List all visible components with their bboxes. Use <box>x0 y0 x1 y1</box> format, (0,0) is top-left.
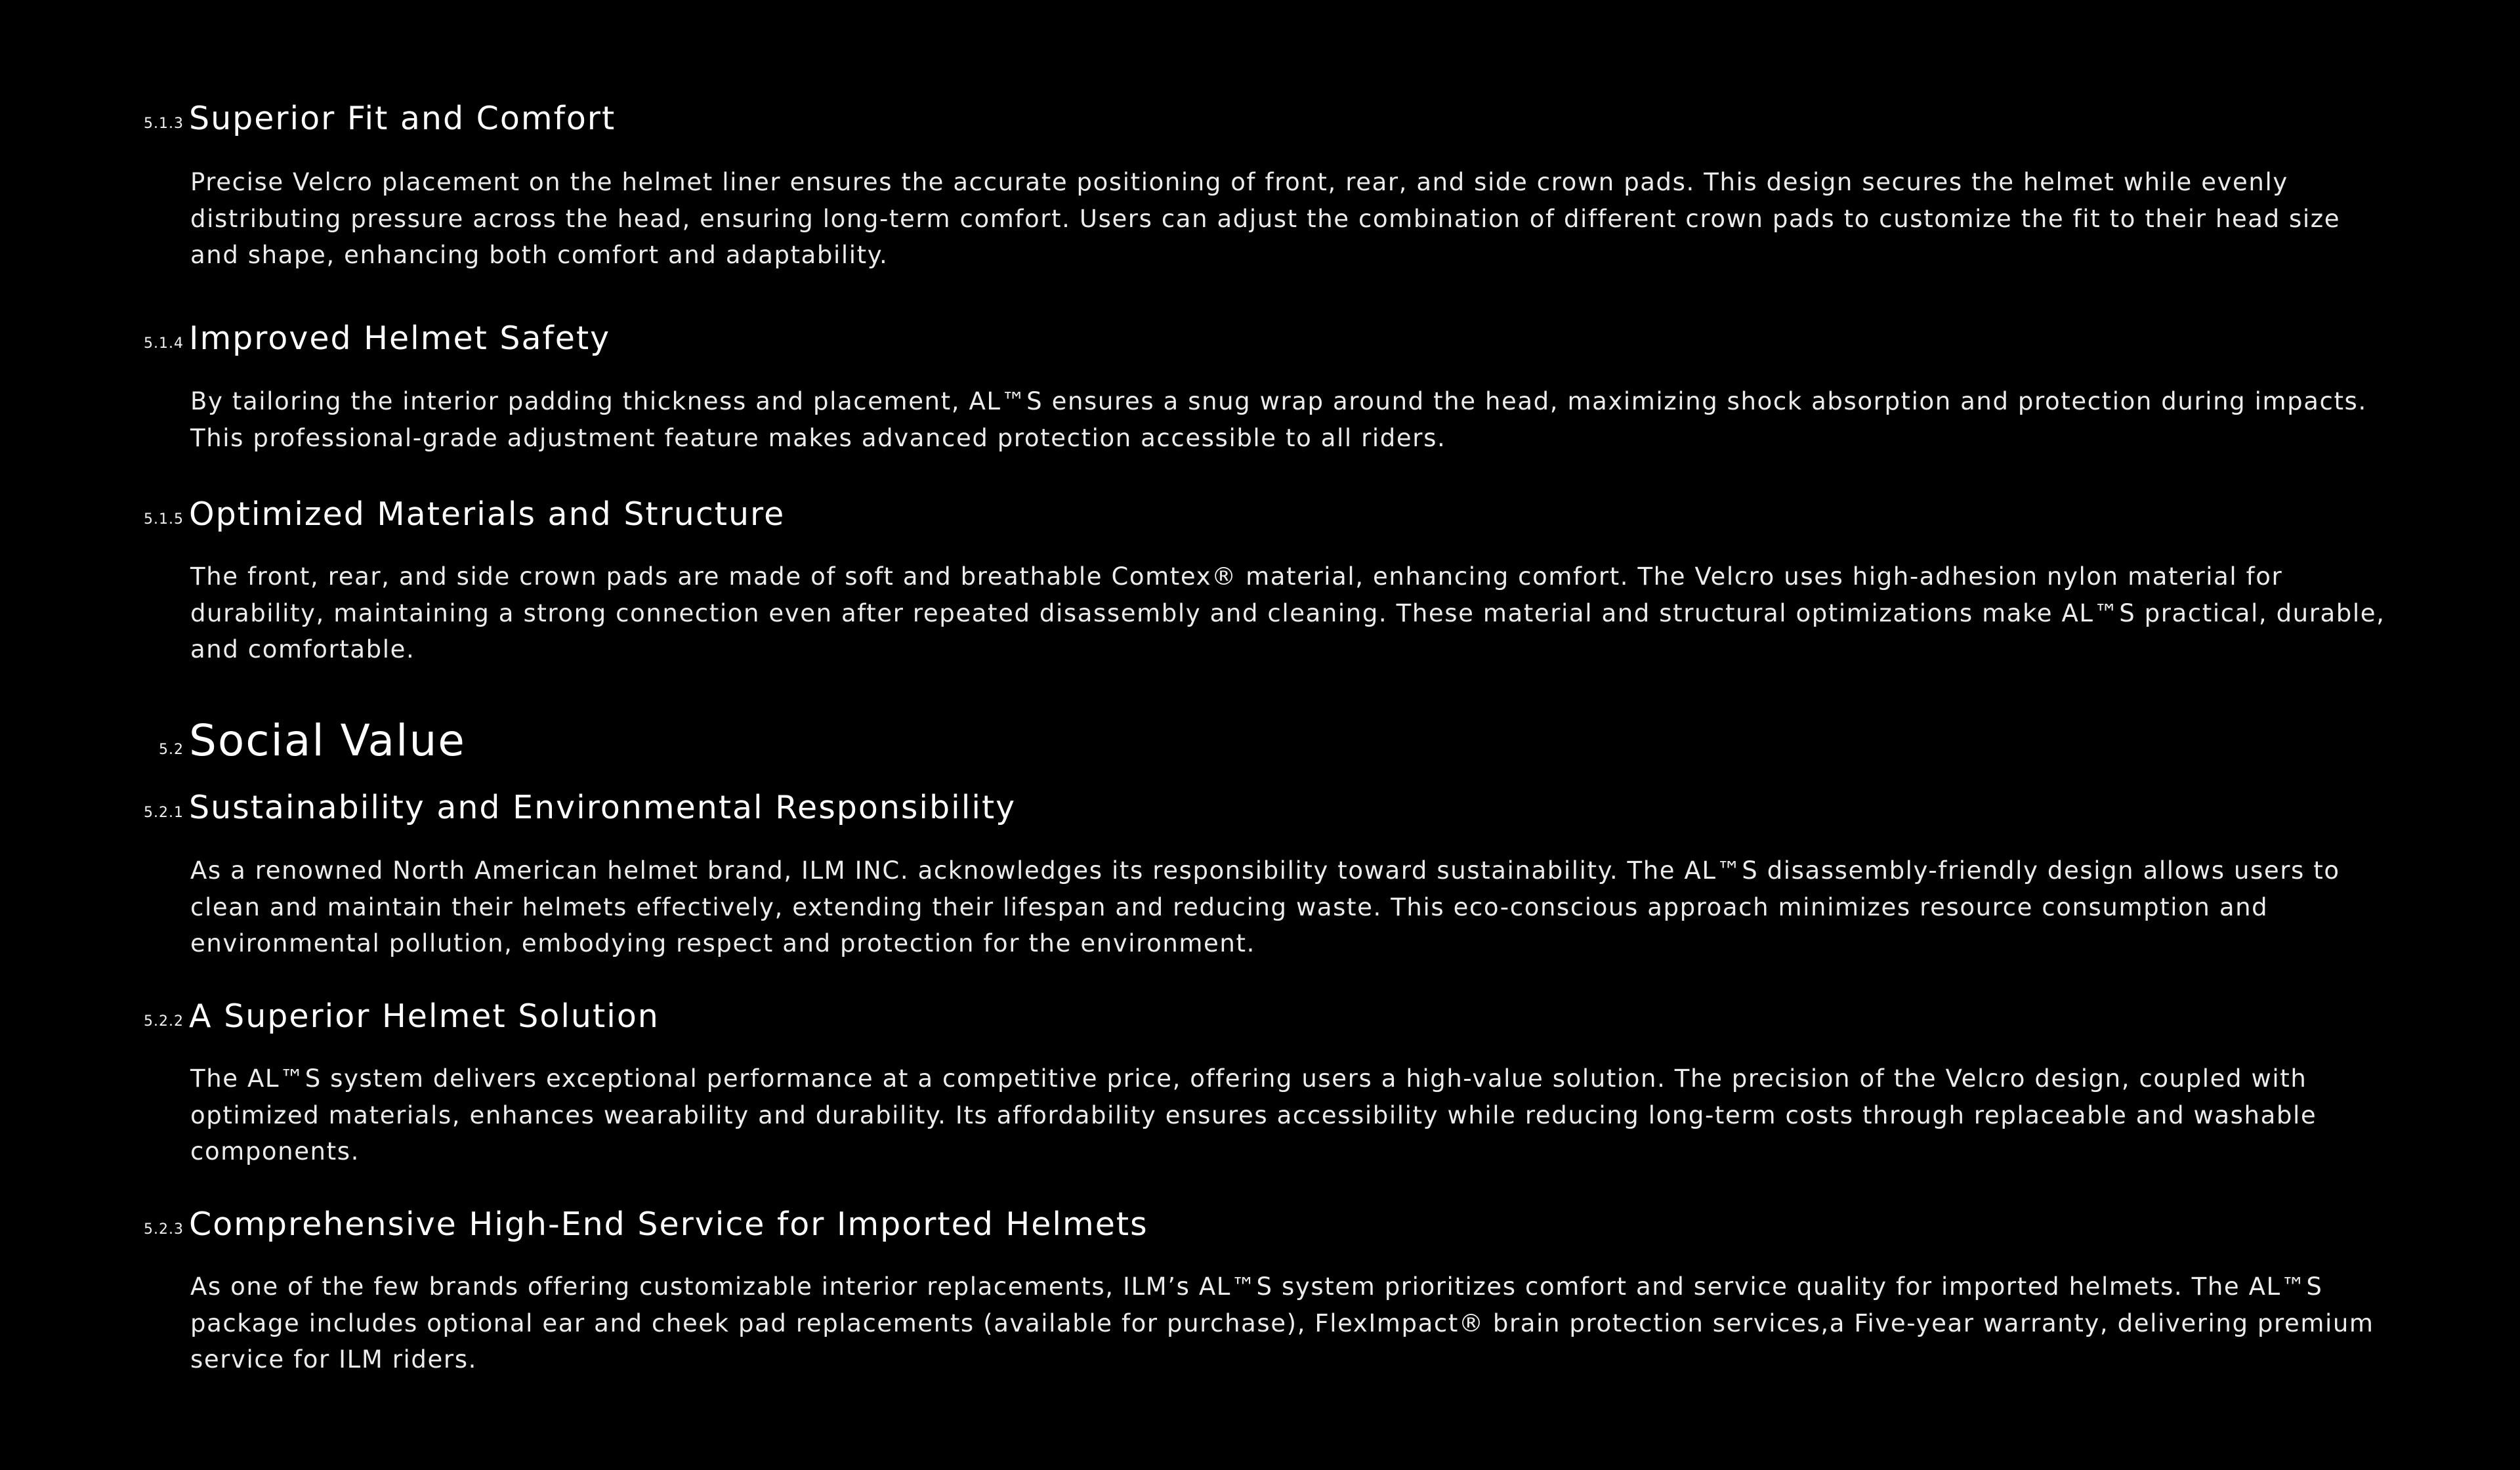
section-5-2 <box>0 715 2520 768</box>
section-title: Social Value <box>189 715 466 766</box>
section-heading <box>0 1206 2520 1258</box>
section-body: The front, rear, and side crown pads are made of soft and breathable Comtex® material, enhancing comfort. The Velcro uses high-adhesion nylon material for durability, maintaining a strong connection even after repeated disassembly and cleaning. These material and structural optimizations make AL™S practical, durable, and comfortable. <box>190 562 2385 663</box>
section-5-2-3 <box>0 1206 2520 1374</box>
section-title: Sustainability and Environmental Responsibility <box>189 789 1017 826</box>
section-body: As one of the few brands offering customizable interior replacements, ILM’s AL™S system prioritizes comfort and service quality for imported helmets. The AL™S package includes optional ear and cheek pad replacements (available for purchase), FlexImpact® brain protection services,a Five-year warranty, delivering premium service for ILM riders. <box>190 1272 2374 1374</box>
section-5-1-4 <box>0 320 2520 452</box>
section-5-1-3 <box>0 100 2520 269</box>
section-5-2-2 <box>0 998 2520 1166</box>
section-heading <box>0 320 2520 372</box>
section-title: Comprehensive High-End Service for Imported Helmets <box>189 1206 1148 1243</box>
section-title: A Superior Helmet Solution <box>189 998 660 1035</box>
section-number: 5.2.3 <box>144 1221 184 1238</box>
section-body: Precise Velcro placement on the helmet liner ensures the accurate positioning of front, rear, and side crown pads. This design secures the helmet while evenly distributing pressure across the head, ensuring long-term comfort. Users can adjust the combination of different crown pads to customize the fit to their head size and shape, enhancing both comfort and adaptability. <box>190 168 2341 269</box>
section-title: Optimized Materials and Structure <box>189 495 786 533</box>
section-body: The AL™S system delivers exceptional performance at a competitive price, offering users a high-value solution. The precision of the Velcro design, coupled with optimized materials, enhances wearability and durability. Its affordability ensures accessibility while reducing long-term costs through replaceable and washable components. <box>190 1064 2317 1166</box>
section-number: 5.1.4 <box>144 335 184 352</box>
section-body: By tailoring the interior padding thickness and placement, AL™S ensures a snug wrap around the head, maximizing shock absorption and protection during impacts. This professional-grade adjustment feature makes advanced protection accessible to all riders. <box>190 387 2367 452</box>
section-heading <box>0 998 2520 1050</box>
section-heading <box>0 715 2520 768</box>
section-title: Superior Fit and Comfort <box>189 100 616 137</box>
section-heading <box>0 495 2520 548</box>
section-number: 5.1.5 <box>144 511 184 528</box>
section-number: 5.1.3 <box>144 116 184 132</box>
section-heading <box>0 100 2520 152</box>
section-5-1-5 <box>0 495 2520 663</box>
section-body: As a renowned North American helmet brand, ILM INC. acknowledges its responsibility toward sustainability. The AL™S disassembly-friendly design allows users to clean and maintain their helmets effectively, extending their lifespan and reducing waste. This eco-conscious approach minimizes resource consumption and environmental pollution, embodying respect and protection for the environment. <box>190 856 2340 957</box>
section-title: Improved Helmet Safety <box>189 320 611 357</box>
section-number: 5.2 <box>159 742 184 758</box>
section-5-2-1 <box>0 789 2520 957</box>
section-number: 5.2.2 <box>144 1013 184 1030</box>
section-number: 5.2.1 <box>144 805 184 821</box>
section-heading <box>0 789 2520 841</box>
